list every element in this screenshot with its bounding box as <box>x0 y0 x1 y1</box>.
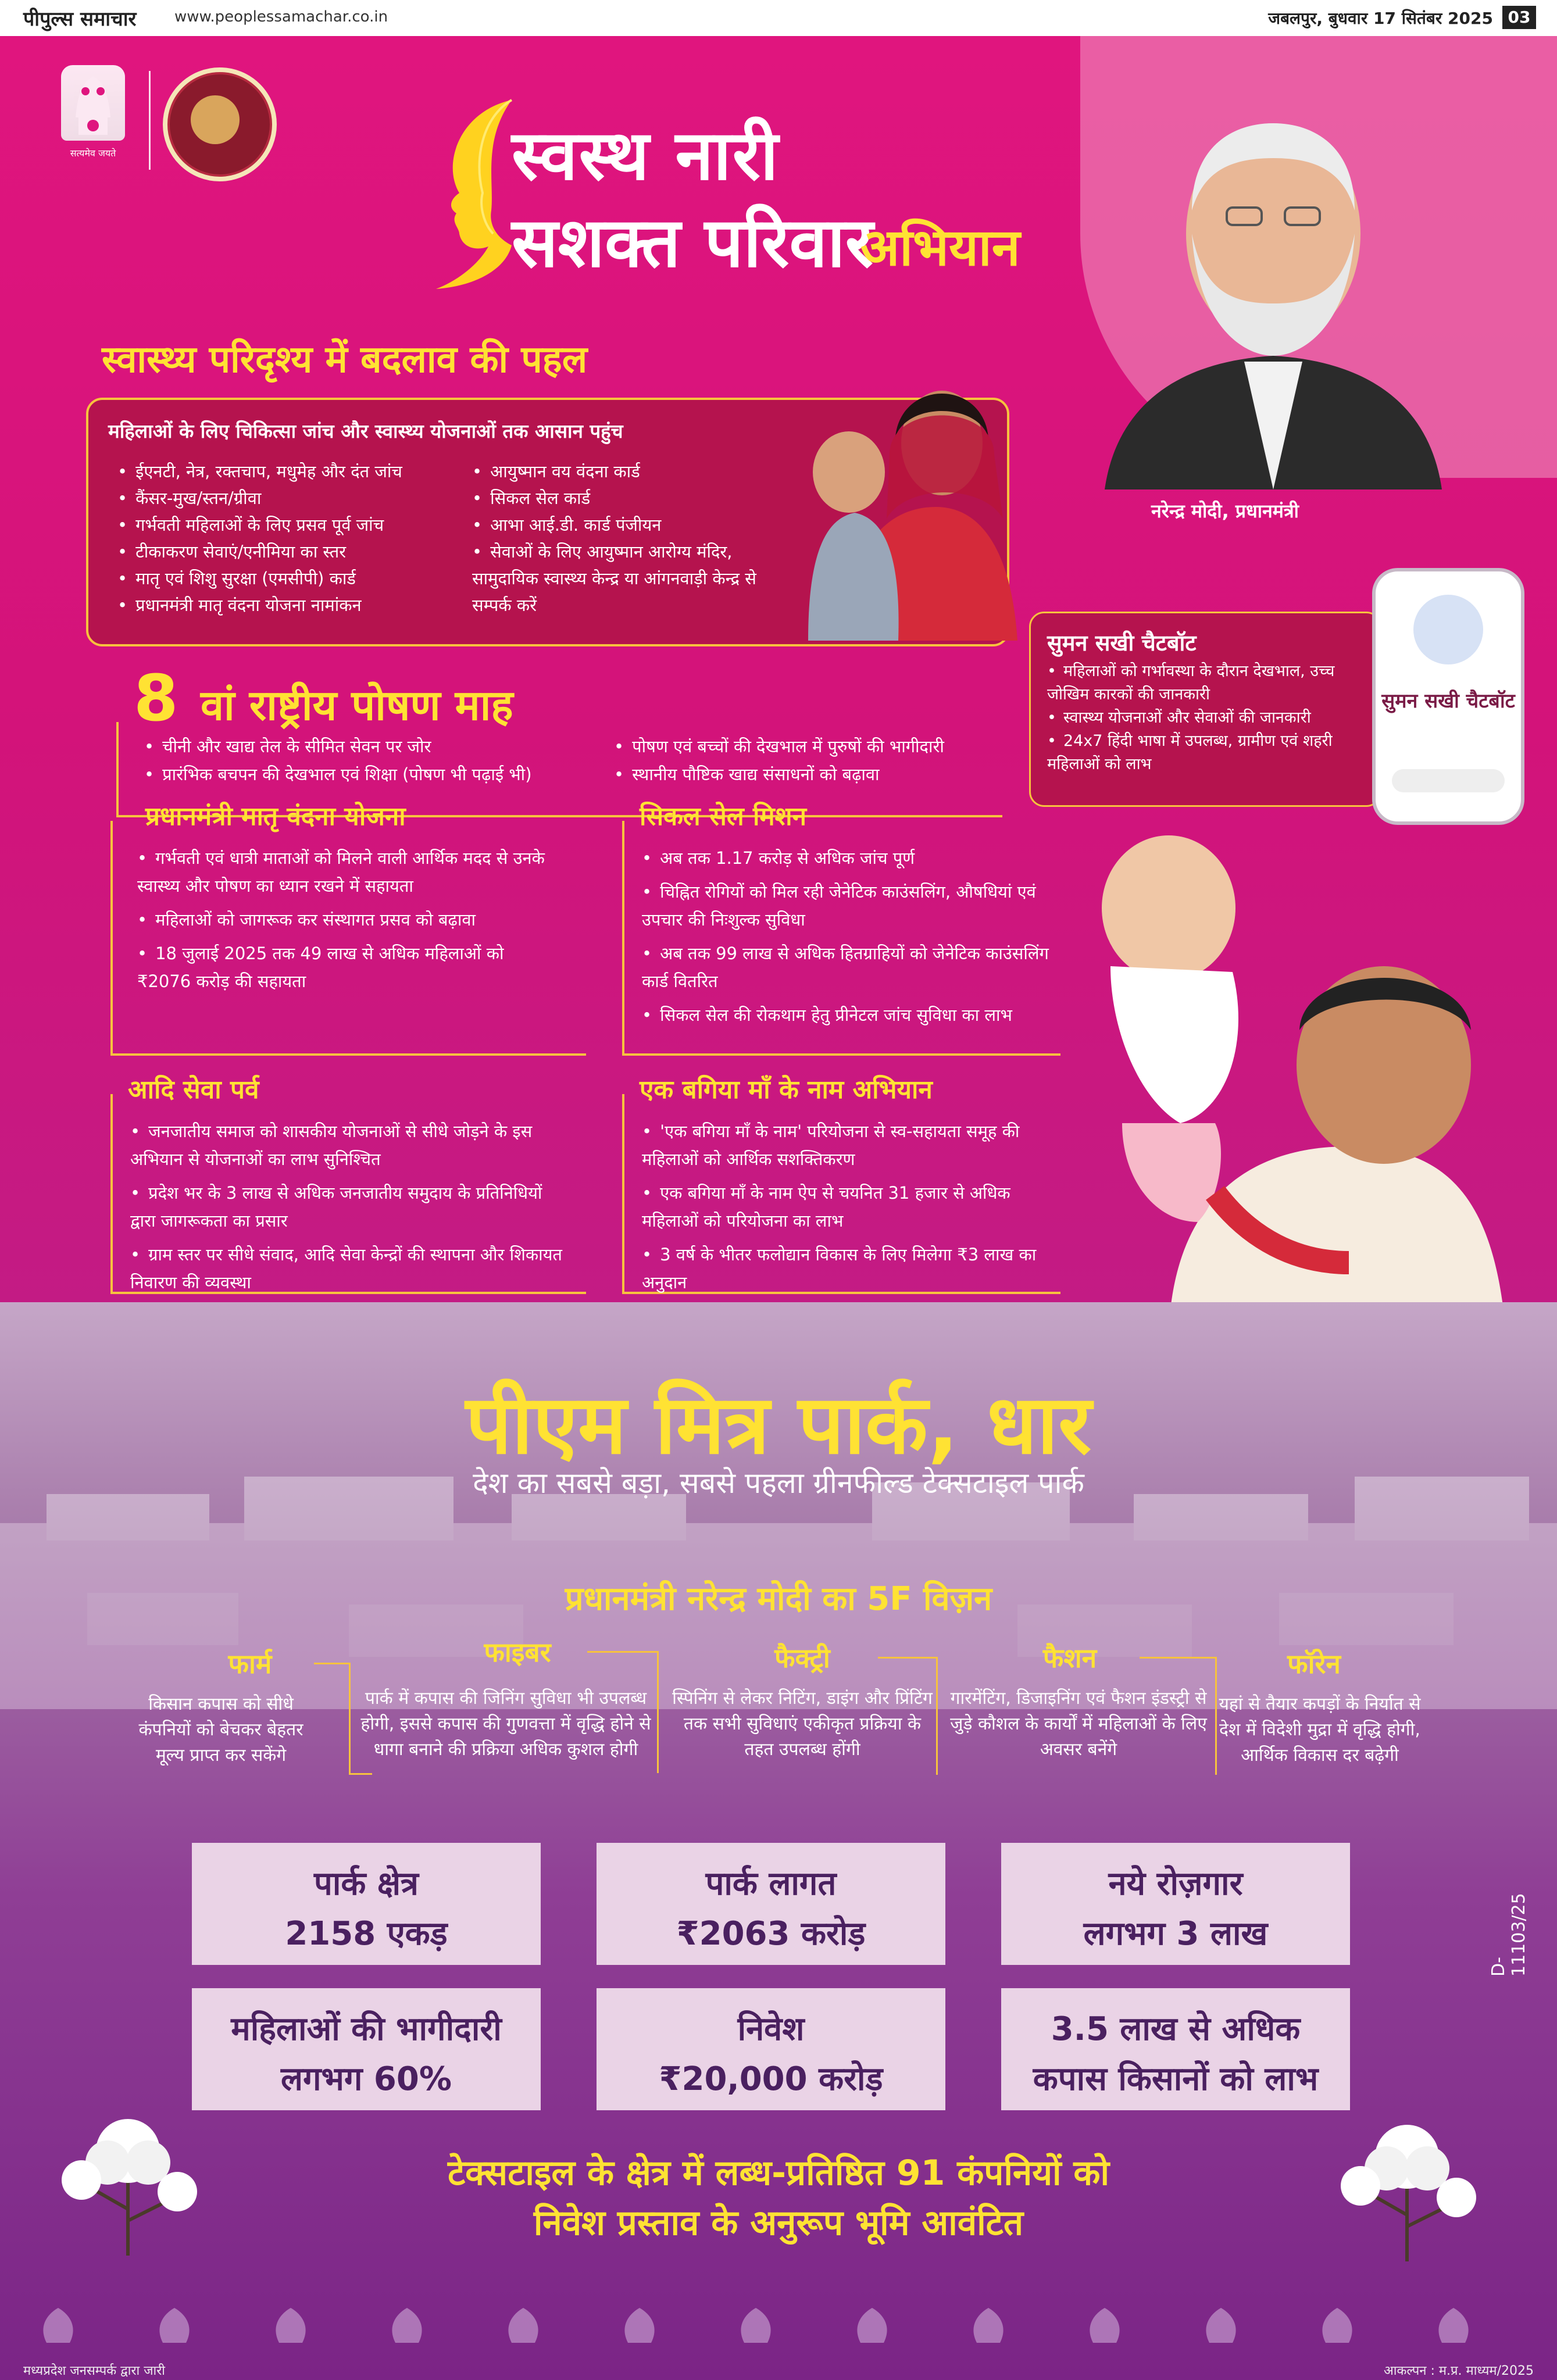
chatbot-phone <box>1372 568 1524 825</box>
list-item: • चीनी और खाद्य तेल के सीमित सेवन पर जोर <box>144 732 532 760</box>
list-item: • 'एक बगिया माँ के नाम' परियोजना से स्व-सहायता समूह की महिलाओं को आर्थिक सशक्तिकरण <box>642 1117 1060 1173</box>
sickle-cell-list <box>642 844 1060 1035</box>
list-item: • सिकल सेल की रोकथाम हेतु प्रीनेटल जांच सुविधा का लाभ <box>642 1001 1060 1029</box>
stat-box <box>192 1988 541 2110</box>
campaign-title-line2: सशक्त परिवार <box>512 202 873 283</box>
list-item: • चिह्नित रोगियों को मिल रही जेनेटिक काउंसलिंग, औषधियां एवं उपचार की निःशुल्क सुविधा <box>642 878 1060 934</box>
ek-bagiya-title: एक बगिया माँ के नाम अभियान <box>640 1075 933 1105</box>
stat-label: नये रोज़गार <box>1108 1865 1243 1903</box>
stat-box <box>192 1843 541 1965</box>
doctor-avatar-icon <box>1413 595 1483 664</box>
five-f-text: किसान कपास को सीधे कंपनियों को बेचकर बेहतर मूल्य प्राप्त कर सकेंगे <box>138 1694 303 1766</box>
chat-input-bar <box>1392 769 1505 792</box>
pmmvy-title: प्रधानमंत्री मातृ वंदना योजना <box>145 802 406 831</box>
park-title: पीएम मित्र पार्क, धार <box>465 1378 1092 1473</box>
chatbot-title: सुमन सखी चैटबॉट <box>1047 630 1197 656</box>
newspaper-url[interactable]: www.peoplessamachar.co.in <box>174 8 388 26</box>
stat-box <box>1001 1988 1350 2110</box>
five-f-label: फैशन <box>1042 1642 1097 1674</box>
ek-bagiya-list <box>642 1117 1060 1302</box>
stat-box <box>1001 1843 1350 1965</box>
ashoka-emblem-icon <box>61 65 125 141</box>
list-item: • मातृ एवं शिशु सुरक्षा (एमसीपी) कार्ड <box>117 565 402 592</box>
stat-value: 2158 एकड़ <box>285 1915 448 1953</box>
national-emblem <box>58 65 128 164</box>
list-item: • जनजातीय समाज को शासकीय योजनाओं से सीधे जोड़ने के इस अभियान से योजनाओं का लाभ सुनिश्चित <box>130 1117 572 1173</box>
poshan-title: वां राष्ट्रीय पोषण माह <box>201 681 513 730</box>
campaign-title-line1: स्वस्थ नारी <box>512 115 780 195</box>
design-credit: आकल्पन : म.प्र. माध्यम/2025 <box>1383 2364 1534 2378</box>
stat-value: लगभग 60% <box>281 2060 452 2098</box>
pmmvy-card <box>110 798 587 1088</box>
list-item: • गर्भवती एवं धात्री माताओं को मिलने वाली आर्थिक मदद से उनके स्वास्थ्य और पोषण का ध्यान रखने में सहायता <box>137 844 556 900</box>
list-item: • पोषण एवं बच्चों की देखभाल में पुरुषों की भागीदारी <box>614 732 944 760</box>
stat-value: कपास किसानों को लाभ <box>1033 2060 1319 2098</box>
list-item: • टीकाकरण सेवाएं/एनीमिया का स्तर <box>117 538 402 565</box>
poshan-list-a <box>144 732 532 788</box>
adi-seva-title: आदि सेवा पर्व <box>128 1075 259 1105</box>
stat-label: पार्क क्षेत्र <box>314 1865 419 1903</box>
allotment-line2: निवेश प्रस्ताव के अनुरूप भूमि आवंटित <box>533 2203 1024 2243</box>
health-access-list-a <box>117 458 402 619</box>
decorative-border-strip <box>0 2296 1557 2354</box>
sickle-cell-title: सिकल सेल मिशन <box>640 802 807 831</box>
stat-value: ₹20,000 करोड़ <box>659 2060 883 2098</box>
list-item: • अब तक 1.17 करोड़ से अधिक जांच पूर्ण <box>642 844 1060 872</box>
health-section-heading: स्वास्थ्य परिदृश्य में बदलाव की पहल <box>102 338 588 381</box>
list-item: • ग्राम स्तर पर सीधे संवाद, आदि सेवा केन्द्रों की स्थापना और शिकायत निवारण की व्यवस्था <box>130 1241 572 1296</box>
list-item: • कैंसर-मुख/स्तन/ग्रीवा <box>117 485 402 512</box>
vision-heading: प्रधानमंत्री नरेन्द्र मोदी का 5F विज़न <box>565 1580 992 1618</box>
list-item: • आयुष्मान वय वंदना कार्ड <box>472 458 786 485</box>
logo-divider <box>149 71 151 170</box>
list-item: • प्रधानमंत्री मातृ वंदना योजना नामांकन <box>117 592 402 619</box>
stat-value: ₹2063 करोड़ <box>676 1915 866 1953</box>
mp-government-seal-icon <box>163 67 277 181</box>
connector-line <box>587 1651 657 1653</box>
list-item: • सिकल सेल कार्ड <box>472 485 786 512</box>
page-number: 03 <box>1502 6 1536 29</box>
dateline: जबलपुर, बुधवार 17 सितंबर 2025 <box>1268 9 1493 28</box>
list-item: • स्वास्थ्य योजनाओं और सेवाओं की जानकारी <box>1047 706 1373 730</box>
five-f-text: पार्क में कपास की जिनिंग सुविधा भी उपलब्ध होगी, इससे कपास की गुणवत्ता में वृद्धि होने से धागा बनाने की प्रक्रिया अधिक कुशल होगी <box>360 1688 651 1760</box>
mother-and-child-photo <box>773 367 1017 641</box>
ad-code: D-11103/25 <box>1488 1893 1529 1977</box>
list-item: • ईएनटी, नेत्र, रक्तचाप, मधुमेह और दंत जांच <box>117 458 402 485</box>
health-campaign-section <box>0 36 1557 1302</box>
chatbot-phone-label: सुमन सखी चैटबॉट <box>1381 689 1515 713</box>
stat-box <box>597 1843 945 1965</box>
ek-bagiya-card <box>622 1071 1076 1327</box>
five-f-label: फाइबर <box>484 1636 551 1668</box>
newspaper-name: पीपुल्स समाचार <box>23 8 137 31</box>
list-item: • एक बगिया माँ के नाम ऐप से चयनित 31 हजार से अधिक महिलाओं को परियोजना का लाभ <box>642 1179 1060 1235</box>
pm-photo-caption: नरेन्द्र मोदी, प्रधानमंत्री <box>1151 500 1299 522</box>
list-item: • 24x7 हिंदी भाषा में उपलब्ध, ग्रामीण एवं शहरी महिलाओं को लाभ <box>1047 730 1373 776</box>
poshan-number: 8 <box>134 661 178 735</box>
five-f-label: फैक्ट्री <box>774 1642 830 1674</box>
woman-silhouette-icon <box>424 94 523 292</box>
chatbot-list <box>1047 660 1373 776</box>
list-item: • महिलाओं को जागरूक कर संस्थागत प्रसव को बढ़ावा <box>137 906 556 934</box>
campaign-title-suffix: अभियान <box>860 217 1020 277</box>
five-f-text: स्पिनिंग से लेकर निटिंग, डाइंग और प्रिंटिंग तक सभी सुविधाएं एकीकृत प्रक्रिया के तहत उपलब्ध होंगी <box>672 1688 933 1760</box>
five-f-label: फॉरेन <box>1287 1648 1341 1679</box>
list-item: • 18 जुलाई 2025 तक 49 लाख से अधिक महिलाओं को ₹2076 करोड़ की सहायता <box>137 939 556 995</box>
list-item: • प्रारंभिक बचपन की देखभाल एवं शिक्षा (पोषण भी पढ़ाई भी) <box>144 760 532 788</box>
list-item: • 3 वर्ष के भीतर फलोद्यान विकास के लिए मिलेगा ₹3 लाख का अनुदान <box>642 1241 1060 1296</box>
five-f-label: फार्म <box>228 1648 272 1679</box>
allotment-line1: टेक्सटाइल के क्षेत्र में लब्ध-प्रतिष्ठित 91 कंपनियों को <box>447 2153 1110 2193</box>
health-access-list-b <box>472 458 786 619</box>
adi-seva-card <box>110 1071 587 1327</box>
issuer-credit: मध्यप्रदेश जनसम्पर्क द्वारा जारी <box>23 2364 165 2378</box>
park-subtitle: देश का सबसे बड़ा, सबसे पहला ग्रीनफील्ड टेक्सटाइल पार्क <box>473 1466 1084 1500</box>
list-item: • प्रदेश भर के 3 लाख से अधिक जनजातीय समुदाय के प्रतिनिधियों द्वारा जागरूकता का प्रसार <box>130 1179 572 1235</box>
emblem-motto: सत्यमेव जयते <box>70 148 116 159</box>
five-f-text: यहां से तैयार कपड़ों के निर्यात से देश में विदेशी मुद्रा में वृद्धि होगी, आर्थिक विकास दर बढ़ेगी <box>1219 1694 1421 1766</box>
newspaper-masthead <box>0 0 1557 38</box>
adi-seva-list <box>130 1117 572 1302</box>
sickle-cell-card <box>622 798 1076 1088</box>
land-allotment-note <box>0 2148 1557 2248</box>
list-item: • स्थानीय पौष्टिक खाद्य संसाधनों को बढ़ावा <box>614 760 944 788</box>
connector-line <box>657 1651 659 1773</box>
five-f-text: गारमेंटिंग, डिजाइनिंग एवं फैशन इंडस्ट्री से जुड़े कौशल के कार्यों में महिलाओं के लिए अवसर बनेंगे <box>950 1688 1207 1760</box>
list-item: • अब तक 99 लाख से अधिक हितग्राहियों को जेनेटिक काउंसलिंग कार्ड वितरित <box>642 939 1060 995</box>
stat-label: महिलाओं की भागीदारी <box>231 2010 502 2048</box>
poshan-list-b <box>614 732 944 788</box>
chief-minister-with-baby-photo <box>1076 821 1506 1332</box>
list-item: • आभा आई.डी. कार्ड पंजीयन <box>472 512 786 538</box>
stat-label: निवेश <box>737 2010 805 2048</box>
list-item: • महिलाओं को गर्भावस्था के दौरान देखभाल, उच्च जोखिम कारकों की जानकारी <box>1047 660 1373 706</box>
stat-value: लगभग 3 लाख <box>1083 1915 1268 1953</box>
list-item: • सेवाओं के लिए आयुष्मान आरोग्य मंदिर, सामुदायिक स्वास्थ्य केन्द्र या आंगनवाड़ी केन्द्र से सम्पर्क करें <box>472 538 786 619</box>
stat-label: 3.5 लाख से अधिक <box>1051 2010 1301 2048</box>
connector-line <box>349 1773 372 1775</box>
chatbot-info-box <box>1029 612 1381 807</box>
list-item: • गर्भवती महिलाओं के लिए प्रसव पूर्व जांच <box>117 512 402 538</box>
prime-minister-photo <box>1070 83 1477 489</box>
stat-box <box>597 1988 945 2110</box>
pmmvy-list <box>137 844 556 1001</box>
health-access-title: महिलाओं के लिए चिकित्सा जांच और स्वास्थ्य योजनाओं तक आसान पहुंच <box>108 420 623 442</box>
stat-label: पार्क लागत <box>705 1865 837 1903</box>
